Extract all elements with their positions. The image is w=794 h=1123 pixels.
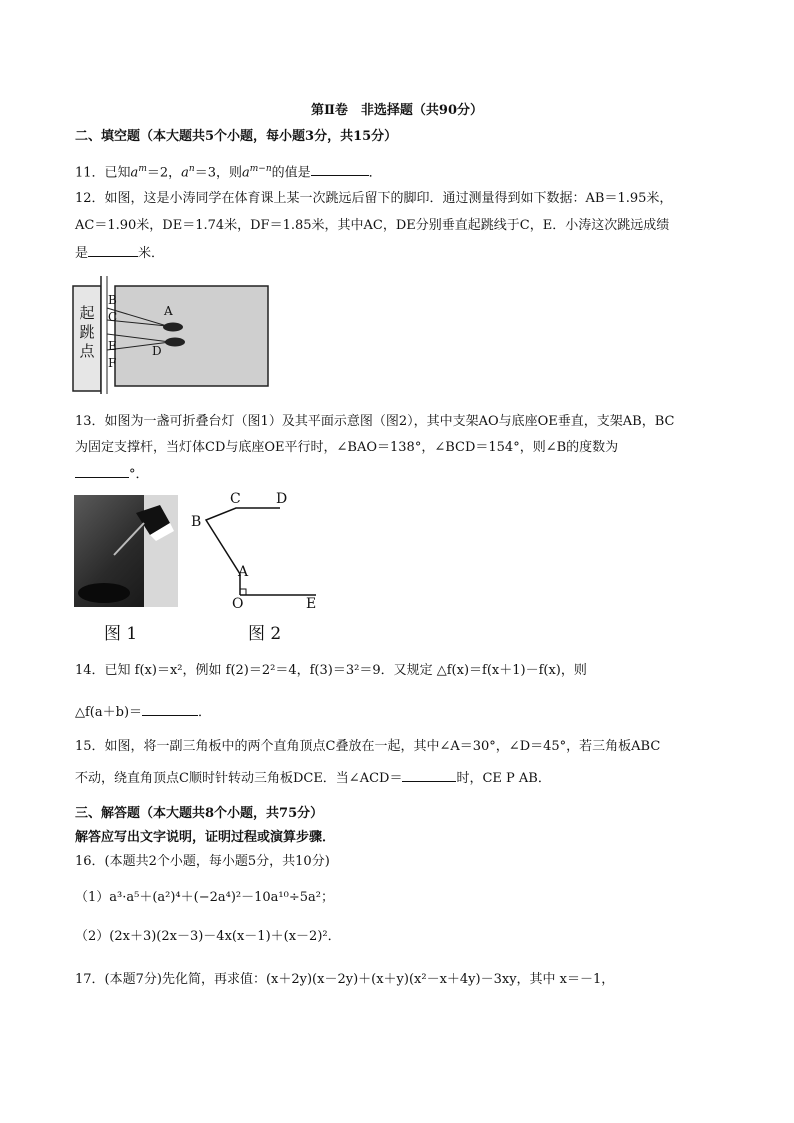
figure-1-caption: 图 1	[104, 624, 138, 644]
label-b: B	[191, 514, 202, 530]
label-a: A	[164, 304, 173, 318]
lamp-photo	[74, 495, 178, 607]
question-15-line1: 15．如图，将一副三角板中的两个直角顶点C叠放在一起，其中∠A＝30°，∠D＝45°，若三角板ABC	[75, 739, 661, 754]
question-12-line1: 12．如图，这是小涛同学在体育课上某一次跳远后留下的脚印．通过测量得到如下数据：AB＝1.95米，	[75, 191, 673, 206]
question-13-line1: 13．如图为一盏可折叠台灯（图1）及其平面示意图（图2），其中支架AO与底座OE垂直，支架AB，BC	[75, 414, 675, 429]
question-16-part1: （1）a³·a⁵＋(a²)⁴＋(−2a⁴)²－10a¹⁰÷5a²；	[75, 890, 334, 905]
label-e: E	[108, 339, 117, 353]
label-d: D	[152, 344, 162, 358]
question-16-part2: （2）(2x＋3)(2x－3)－4x(x－1)＋(x－2)²．	[75, 929, 341, 944]
question-12-line3: 是 米．	[75, 246, 165, 261]
part-title: 第Ⅱ卷 非选择题（共90分）	[310, 103, 484, 118]
question-13-line3: °．	[75, 465, 734, 484]
question-11: 11．已知$a^m=2$，$a^n=3$，则$a^{m-n}$的值是 ．	[75, 164, 382, 181]
label-f: F	[108, 356, 117, 370]
label-c: C	[230, 491, 241, 507]
section3-note: 解答应写出文字说明，证明过程或演算步骤．	[75, 830, 336, 845]
answer-blank[interactable]	[311, 163, 369, 176]
long-jump-diagram	[72, 276, 272, 394]
question-14-line1: 14．已知 f(x)＝x²，例如 f(2)＝2²＝4，f(3)＝3²＝9．又规定 △f(x)＝f(x＋1)－f(x)，则	[75, 663, 587, 678]
answer-blank[interactable]	[88, 244, 138, 257]
label-o: O	[232, 596, 244, 612]
question-16-title: 16．(本题共2个小题，每小题5分，共10分)	[75, 854, 330, 869]
answer-blank[interactable]	[75, 465, 129, 478]
label-a: A	[238, 564, 249, 580]
footprint-d	[165, 338, 185, 347]
label-c: C	[108, 310, 118, 324]
question-13-line2: 为固定支撑杆，当灯体CD与底座OE平行时，∠BAO＝138°，∠BCD＝154°，则∠B的度数为	[75, 440, 619, 455]
lamp-schematic	[188, 490, 328, 616]
footprint-a	[163, 323, 183, 332]
figure-2-caption: 图 2	[248, 624, 282, 644]
answer-blank[interactable]	[142, 703, 198, 716]
label-e: E	[306, 596, 317, 612]
question-12-line2: AC＝1.90米，DE＝1.74米，DF＝1.85米，其中AC，DE分别垂直起跳线于C，E．小涛这次跳远成绩	[75, 218, 670, 233]
start-line-label: 起 跳 点	[79, 304, 95, 360]
question-15-line2: 不动，绕直角顶点C顺时针转动三角板DCE．当∠ACD＝ 时，CE P AB．	[75, 771, 551, 786]
long-jump-figure	[72, 276, 272, 394]
question-17: 17．(本题7分)先化简，再求值：(x＋2y)(x－2y)＋(x＋y)(x²－x＋4y)－3xy，其中 x＝－1，	[75, 972, 615, 987]
answer-blank[interactable]	[402, 769, 456, 782]
section2-heading: 二、填空题（本大题共5个小题，每小题3分，共15分）	[75, 129, 398, 144]
label-b: B	[108, 293, 117, 307]
section3-heading: 三、解答题（本大题共8个小题，共75分）	[75, 806, 324, 821]
label-d: D	[276, 491, 288, 507]
question-14-line2: △f(a＋b)＝ ．	[75, 705, 212, 720]
